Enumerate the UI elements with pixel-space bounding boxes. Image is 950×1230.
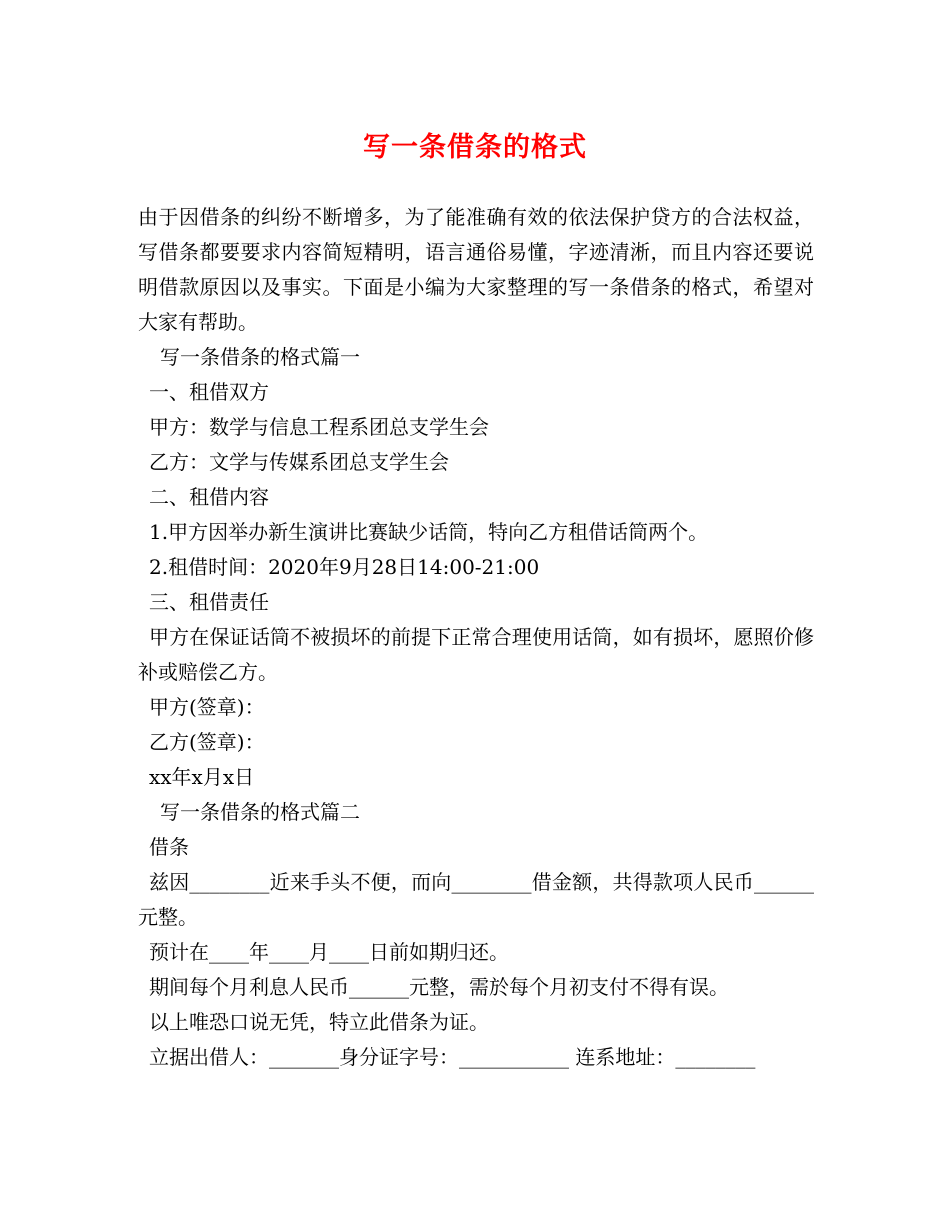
rental-content-line-1: 1.甲方因举办新生演讲比赛缺少话筒，特向乙方租借话筒两个。	[149, 520, 709, 544]
section2-heading: 写一条借条的格式篇二	[160, 800, 360, 824]
section1-item3-heading: 三、租借责任	[149, 590, 269, 614]
iou-line-3: 期间每个月利息人民币______元整，需於每个月初支付不得有误。	[149, 975, 729, 999]
intro-paragraph: 由于因借条的纠纷不断增多，为了能准确有效的依法保护贷方的合法权益，写借条都要要求内容简短精明，语言通俗易懂，字迹清淅，而且内容还要说明借款原因以及事实。下面是小编为大家整理的写一条借条的格式，希望对大家有帮助。	[138, 205, 814, 334]
party-b-line: 乙方：文学与传媒系团总支学生会	[149, 450, 449, 474]
party-a-signature-line: 甲方(签章)：	[149, 695, 265, 719]
rental-content-line-2: 2.租借时间：2020年9月28日14:00-21:00	[149, 555, 540, 579]
iou-line-2: 预计在____年____月____日前如期归还。	[149, 940, 509, 964]
iou-line-5: 立据出借人：_______身分证字号：___________ 连系地址：________	[149, 1045, 756, 1069]
section1-item1-heading: 一、租借双方	[149, 380, 269, 404]
section1-item2-heading: 二、租借内容	[149, 485, 269, 509]
document-title: 写一条借条的格式	[363, 132, 587, 163]
iou-label: 借条	[149, 835, 189, 859]
responsibility-paragraph: 甲方在保证话筒不被损坏的前提下正常合理使用话筒，如有损坏，愿照价修补或赔偿乙方。	[138, 625, 814, 684]
iou-line-4: 以上唯恐口说无凭，特立此借条为证。	[149, 1010, 489, 1034]
party-b-signature-line: 乙方(签章)：	[149, 730, 265, 754]
date-line: xx年x月x日	[149, 765, 255, 789]
iou-line-1: 兹因________近来手头不便，而向________借金额，共得款项人民币______元整。	[138, 870, 814, 929]
document-body	[138, 200, 814, 1075]
party-a-line: 甲方：数学与信息工程系团总支学生会	[149, 415, 489, 439]
section1-heading: 写一条借条的格式篇一	[160, 345, 360, 369]
